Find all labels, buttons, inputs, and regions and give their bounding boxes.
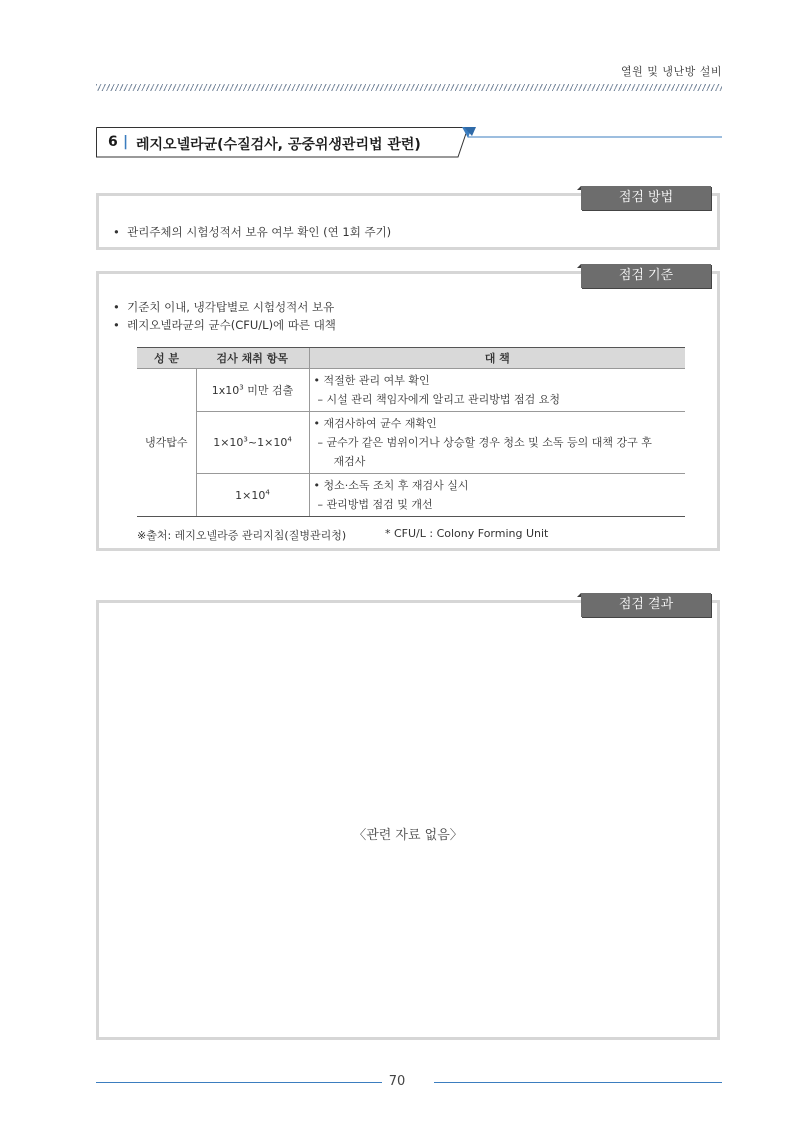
component-cell: 냉각탑수	[137, 369, 196, 517]
criteria-tab: 점검 기준	[581, 264, 711, 288]
section-title: 레지오넬라균(수질검사, 공중위생관리법 관련)	[136, 137, 421, 153]
criteria-table	[137, 347, 685, 517]
no-data-text: 〈관련 자료 없음〉	[353, 828, 463, 843]
measure-cell: • 적절한 관리 여부 확인 – 시설 관리 책임자에게 알리고 관리방법 점검 요청	[309, 369, 685, 412]
table-header-row	[137, 348, 685, 369]
header-hatch-divider	[96, 84, 722, 91]
running-header: 열원 및 냉난방 설비	[621, 65, 722, 78]
measure-cell: • 청소·소독 조치 후 재검사 실시 – 관리방법 점검 및 개선	[309, 474, 685, 517]
section-number: 6	[108, 134, 118, 150]
source-note: ※출처: 레지오넬라증 관리지침(질병관리청)	[137, 529, 347, 542]
method-tab: 점검 방법	[581, 186, 711, 210]
item-cell: $1\times 10^3\sim 1\times 10^4$	[196, 412, 309, 474]
header-measure: 대 책	[309, 348, 685, 369]
header-component: 성 분	[137, 348, 196, 369]
section-divider: |	[123, 134, 129, 150]
item-cell: $1x10^3$ 미만 검출	[196, 369, 309, 412]
criteria-bullet-2: • 레지오넬라균의 균수(CFU/L)에 따른 대책	[113, 318, 336, 332]
footer-line-left	[96, 1082, 382, 1083]
unit-note: * CFU/L : Colony Forming Unit	[385, 527, 549, 540]
header-item: 검사 채취 항목	[196, 348, 309, 369]
section-heading	[96, 127, 722, 157]
result-tab: 점검 결과	[581, 593, 711, 617]
table-row	[137, 412, 685, 474]
result-panel	[96, 597, 720, 1040]
method-bullet: • 관리주체의 시험성적서 보유 여부 확인 (연 1회 주기)	[113, 225, 392, 239]
criteria-panel	[96, 268, 720, 551]
table-row	[137, 474, 685, 517]
footer-line-right	[434, 1082, 722, 1083]
method-panel	[96, 190, 720, 250]
criteria-bullet-1: • 기준치 이내, 냉각탑별로 시험성적서 보유	[113, 300, 335, 314]
measure-cell: • 재검사하여 균수 재확인 – 균수가 같은 범위이거나 상승할 경우 청소 및 소독 등의 대책 강구 후 재검사	[309, 412, 685, 474]
item-cell: $1\times 10^4$	[196, 474, 309, 517]
table-row	[137, 369, 685, 412]
page-number: 70	[388, 1074, 406, 1089]
